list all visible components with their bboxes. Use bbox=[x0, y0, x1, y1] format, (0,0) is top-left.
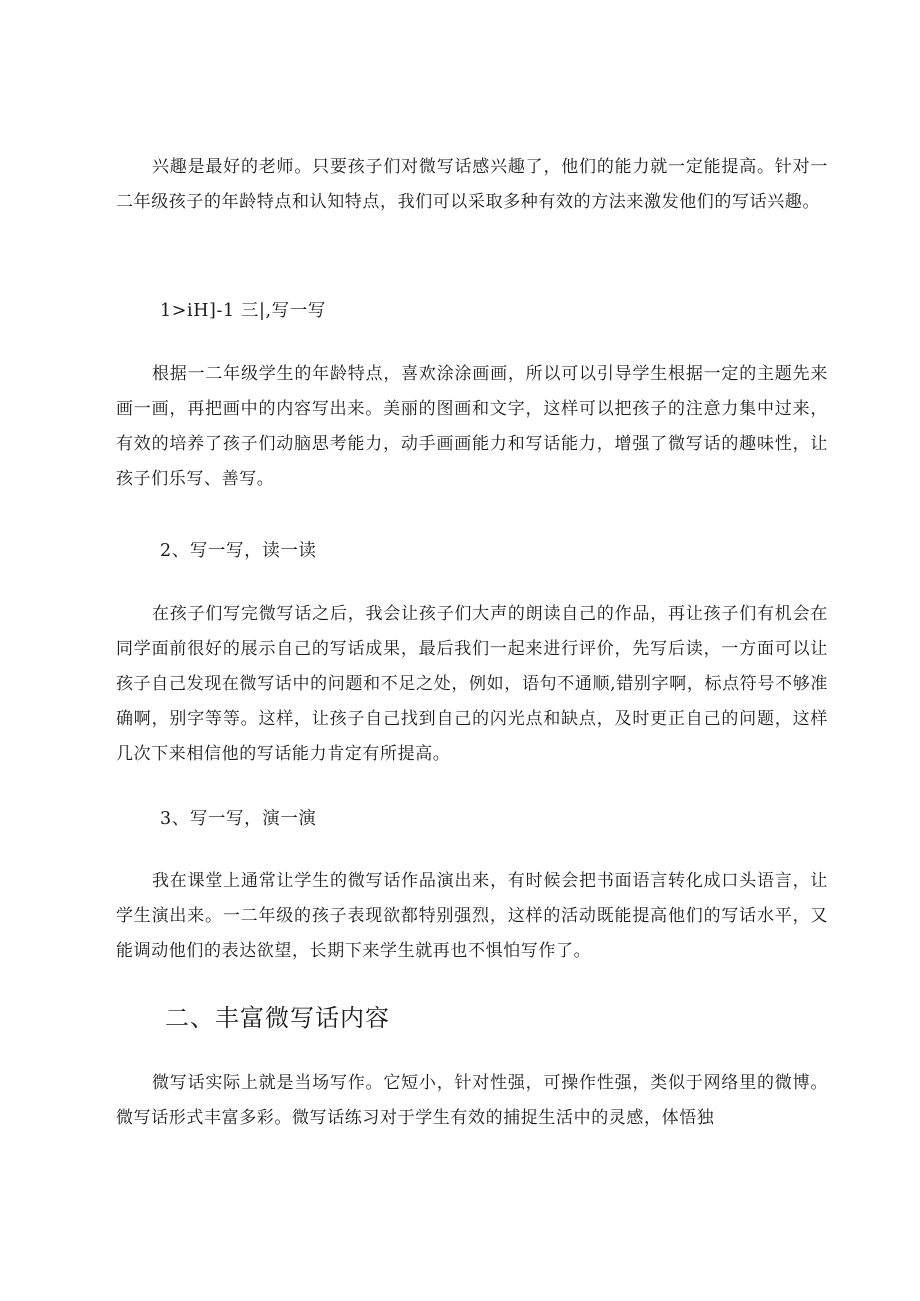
item-3-paragraph: 我在课堂上通常让学生的微写话作品演出来，有时候会把书面语言转化成口头语言，让学生演出来。一二年级的孩子表现欲都特别强烈，这样的活动既能提高他们的写话水平，又能调动他们的表达欲望，长期下来学生就再也不惧怕写作了。 bbox=[116, 871, 828, 961]
item-3-heading: 3、写一写，演一演 bbox=[160, 809, 317, 829]
item-1-heading: 1>iH]-1 三|,写一写 bbox=[160, 301, 326, 321]
section-2-heading: 二、丰富微写话内容 bbox=[165, 1004, 390, 1032]
item-1-paragraph: 根据一二年级学生的年龄特点，喜欢涂涂画画，所以可以引导学生根据一定的主题先来画一画，再把画中的内容写出来。美丽的图画和文字，这样可以把孩子的注意力集中过来，有效的培养了孩子们动脑思考能力，动手画画能力和写话能力，增强了微写话的趣味性，让孩子们乐写、善写。 bbox=[116, 364, 828, 489]
section-2-paragraph: 微写话实际上就是当场写作。它短小，针对性强，可操作性强，类似于网络里的微博。微写话形式丰富多彩。微写话练习对于学生有效的捕捉生活中的灵感，体悟独 bbox=[116, 1073, 828, 1128]
intro-paragraph: 兴趣是最好的老师。只要孩子们对微写话感兴趣了，他们的能力就一定能提高。针对一二年级孩子的年龄特点和认知特点，我们可以采取多种有效的方法来激发他们的写话兴趣。 bbox=[116, 157, 828, 212]
item-2-paragraph: 在孩子们写完微写话之后，我会让孩子们大声的朗读自己的作品，再让孩子们有机会在同学面前很好的展示自己的写话成果，最后我们一起来进行评价，先写后读，一方面可以让孩子自己发现在微写话中的问题和不足之处，例如，语句不通顺,错别字啊，标点符号不够准确啊，别字等等。这样，让孩子自己找到自己的闪光点和缺点，及时更正自己的问题，这样几次下来相信他的写话能力肯定有所提高。 bbox=[116, 604, 828, 764]
item-2-heading: 2、写一写，读一读 bbox=[160, 541, 317, 561]
